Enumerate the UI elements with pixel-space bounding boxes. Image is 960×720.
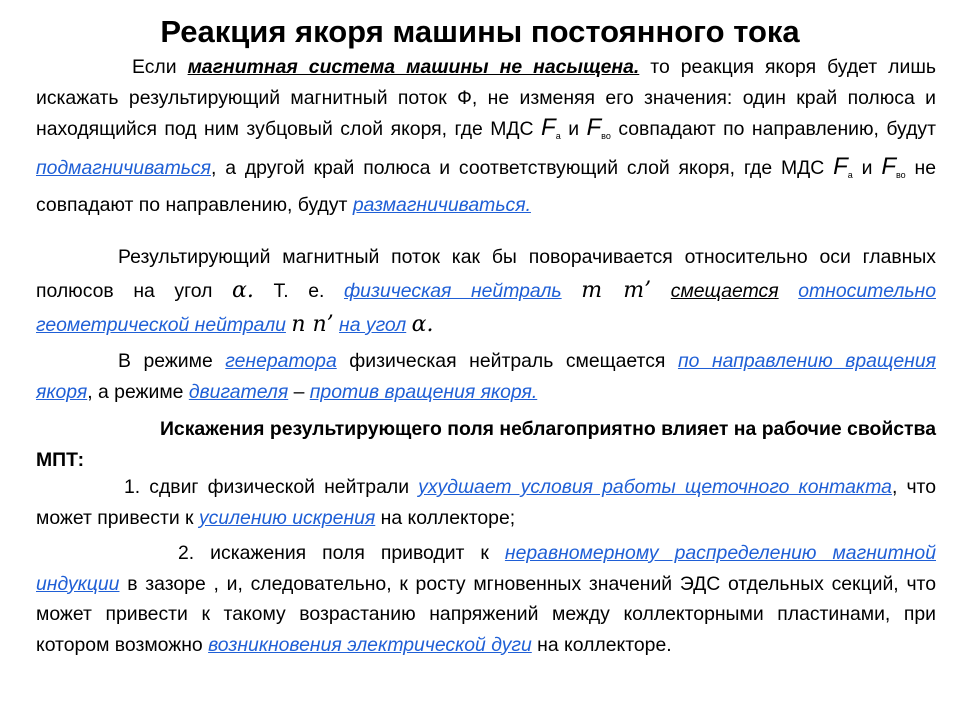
- text: Т. е.: [273, 280, 325, 302]
- symbol-mm: m m’: [581, 278, 652, 303]
- text: на коллекторе.: [537, 633, 672, 656]
- text: , а другой край полюса и соответствующий слой якоря, где МДС: [210, 156, 825, 179]
- text: В режиме: [118, 350, 213, 372]
- text: не совпадают по направлению, будут: [36, 156, 937, 216]
- link-electric-arc[interactable]: возникновения электрической дуги: [208, 633, 532, 656]
- text: на коллекторе;: [380, 506, 516, 529]
- link-geometric-neutral[interactable]: относительно геометрической нейтрали: [36, 280, 936, 336]
- link-generator[interactable]: генератора: [225, 350, 337, 372]
- text: совпадают по направлению, будут: [618, 118, 936, 140]
- slide-title: Реакция якоря машины постоянного тока: [160, 14, 800, 49]
- link-against-rotation[interactable]: против вращения якоря.: [309, 380, 538, 403]
- text: и: [861, 156, 873, 179]
- text: физическая нейтраль смещается: [349, 350, 666, 372]
- paragraph-modes: [36, 346, 936, 407]
- subscript: а: [847, 169, 853, 180]
- text: и: [568, 118, 580, 140]
- symbol-alpha: α.: [411, 312, 434, 337]
- text: 1. сдвиг физической нейтрали: [124, 476, 410, 498]
- symbol-alpha: α.: [232, 278, 254, 303]
- paragraph-distortion-heading: Искажения результирующего поля неблагоприятно влияет на рабочие свойства МПТ:: [36, 418, 936, 471]
- link-motor[interactable]: двигателя: [188, 380, 289, 403]
- paragraph-magnetic-system: [36, 52, 936, 221]
- link-brush-contact[interactable]: ухудшает условия работы щеточного контакта: [418, 476, 892, 498]
- paragraph-flux-rotation: [36, 240, 936, 342]
- text: в зазоре , и, следовательно, к росту мгновенных значений ЭДС отдельных секций, что может привести к такому возрастанию напряжений между коллекторными пластинами, при котором возможно: [36, 572, 936, 656]
- subscript: во: [601, 131, 611, 141]
- subscript: во: [896, 169, 906, 180]
- link-along-rotation[interactable]: по направлению вращения якоря: [36, 350, 936, 403]
- symbol-nn: n n’: [291, 312, 334, 337]
- text: , что может привести к: [36, 476, 937, 529]
- term-shifts: смещается: [670, 280, 779, 302]
- text: –: [293, 380, 305, 403]
- link-demagnetize[interactable]: размагничиваться.: [352, 194, 531, 216]
- text: Результирующий магнитный поток как бы поворачивается относительно оси главных полюсов на угол: [36, 246, 936, 302]
- link-uneven-induction[interactable]: неравномерному распределению магнитной индукции: [36, 542, 936, 595]
- link-magnetize[interactable]: подмагничиваться: [36, 156, 211, 179]
- symbol-F: F: [881, 152, 896, 180]
- text: то реакция якоря будет лишь искажать результирующий магнитный поток Ф, не изменяя его значения: один край полюса и находящийся под ним зубцовый слой якоря, где МДС: [36, 56, 936, 140]
- text: , а режиме: [87, 380, 184, 403]
- link-physical-neutral[interactable]: физическая нейтраль: [343, 280, 562, 302]
- symbol-F: F: [541, 114, 556, 141]
- paragraph-point-1: [36, 472, 936, 533]
- symbol-F: F: [833, 152, 848, 180]
- term-unsaturated-magnetic-system: магнитная система машины не насыщена.: [187, 56, 640, 78]
- paragraph-point-2: [36, 538, 936, 660]
- subscript: а: [555, 131, 561, 141]
- link-sparking[interactable]: усилению искрения: [198, 506, 376, 529]
- link-by-angle[interactable]: на угол: [339, 314, 407, 336]
- symbol-F: F: [586, 114, 602, 141]
- text: Если: [132, 56, 177, 78]
- text: 2. искажения поля приводит к: [178, 542, 489, 564]
